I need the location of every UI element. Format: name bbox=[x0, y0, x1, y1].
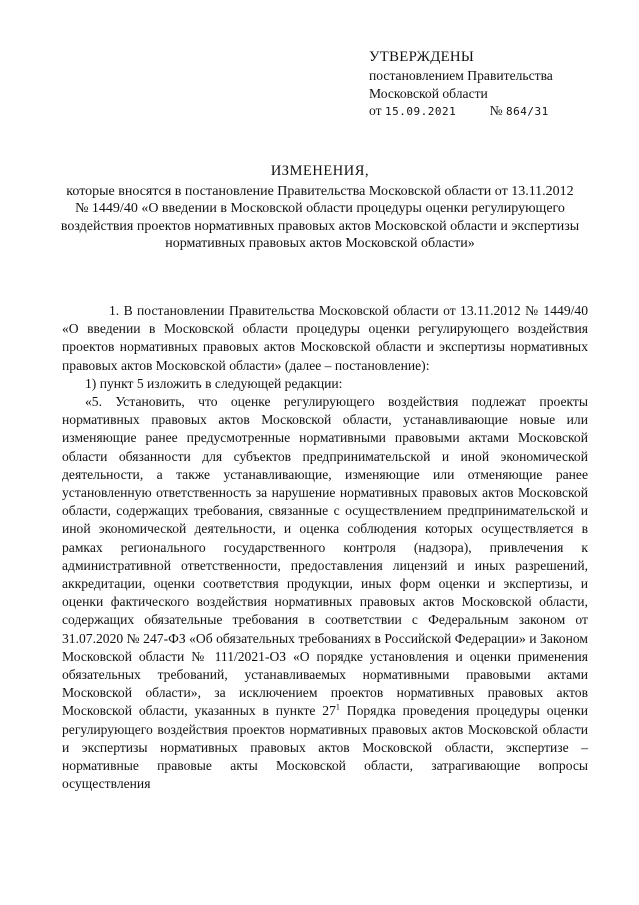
title-subtitle: которые вносятся в постановление Правительства Московской области от 13.11.2012 № 1449/40 «О введении в Московской области процедуры оценки регулирующего воздействия проектов нормативных правовых актов Московской области и экспертизы нормативных правовых актов Московской области» bbox=[60, 183, 580, 251]
paragraph-1: 1. В постановлении Правительства Московской области от 13.11.2012 № 1449/40 «О введении в Московской области процедуры оценки регулирующего воздействия проектов нормативных правовых актов Московской области и экспертизы нормативных правовых актов Московской области» (далее – постановление): bbox=[62, 303, 588, 373]
approval-line-2: Московской области bbox=[369, 85, 488, 101]
document-title bbox=[60, 163, 580, 253]
number-prefix: № bbox=[489, 103, 503, 119]
superscript: 1 bbox=[335, 702, 340, 712]
title-heading: ИЗМЕНЕНИЯ, bbox=[270, 163, 370, 179]
approval-number: 864/31 bbox=[506, 105, 549, 119]
paragraph-2: 1) пункт 5 изложить в следующей редакции: bbox=[85, 375, 343, 391]
approval-date: 15.09.2021 bbox=[384, 105, 457, 119]
document-body bbox=[62, 302, 588, 793]
approval-header: УТВЕРЖДЕНЫ bbox=[369, 49, 475, 65]
date-prefix: от bbox=[369, 103, 382, 119]
paragraph-3 bbox=[62, 393, 588, 793]
paragraph-3-tail: Порядка проведения процедуры оценки регулирующего воздействия проектов нормативных правовых актов Московской области и экспертизы нормативных правовых актов Московской области, экспертизе – нормативные правовые акты Московской области, затрагивающие вопросы осуществления bbox=[62, 703, 588, 792]
approval-stamp bbox=[369, 49, 619, 121]
paragraph-3-main: «5. Установить, что оценке регулирующего воздействия подлежат проекты нормативных правовых актов Московской области, устанавливающие новые или изменяющие ранее предусмотренные нормативными правовыми актами Московской области обязанности для субъектов предпринимательской и иной экономической деятельности, а также устанавливающие, изменяющие или отменяющие ранее установленную ответственность за нарушение нормативных правовых актов Московской области, содержащих требования, связанные с осуществлением предпринимательской и иной экономической деятельности, и оценка соблюдения которых осуществляется в рамках регионального государственного контроля (надзора), привлечения к административной ответственности, предоставления лицензий и иных разрешений, аккредитации, оценки соответствия продукции, иных форм оценки и экспертизы, и оценки фактического воздействия нормативных правовых актов Московской области, содержащих обязательные требования в соответствии с Федеральным законом от 31.07.2020 № 247-ФЗ «Об обязательных требованиях в Российской Федерации» и Законом Московской области № 111/2021-ОЗ «О порядке установления и оценки применения обязательных требований, устанавливаемых нормативными правовыми актами Московской области», за исключением проектов нормативных правовых актов Московской области, указанных в пункте 27 bbox=[62, 394, 588, 719]
approval-date-line bbox=[369, 102, 619, 120]
approval-line-1: постановлением Правительства bbox=[369, 68, 553, 84]
